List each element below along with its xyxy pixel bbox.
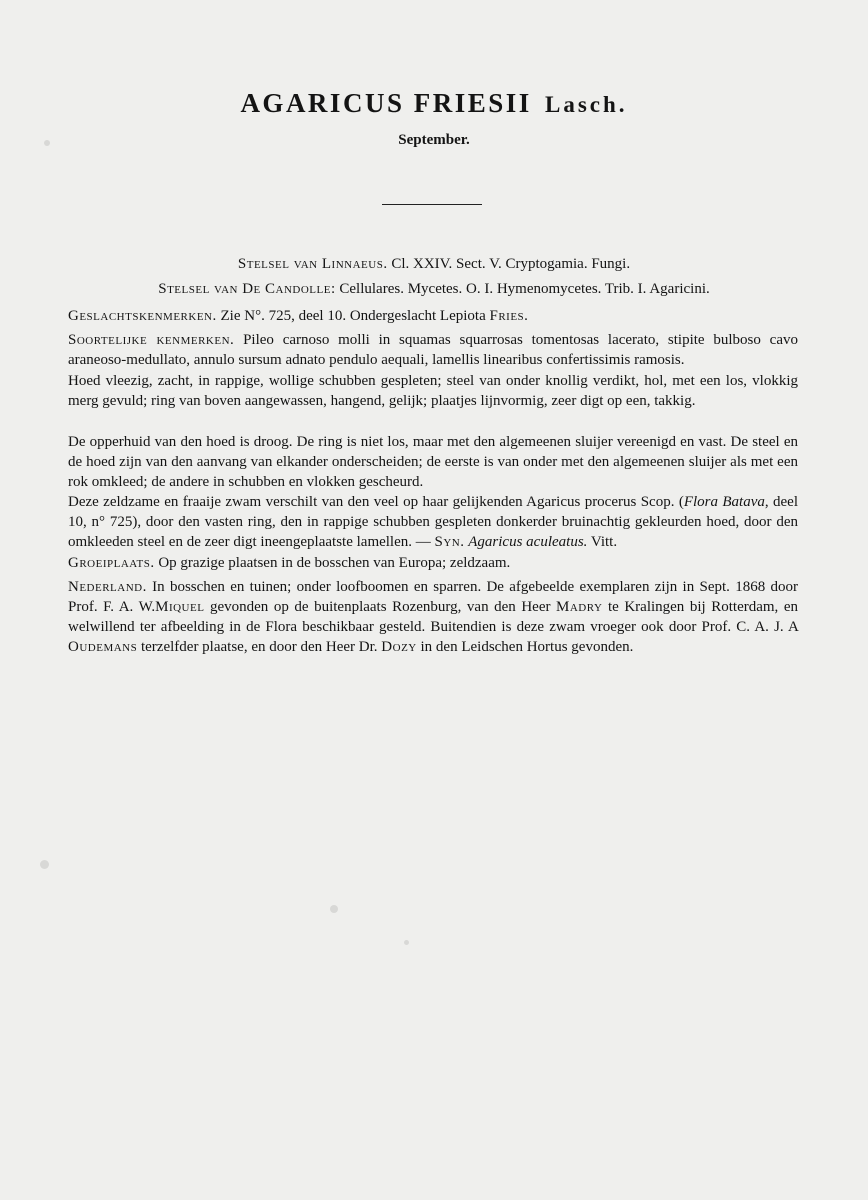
netherlands-paragraph <box>68 577 798 657</box>
habitat-text: Op grazige plaatsen in de bosschen van Europa; zeldzaam. <box>158 555 511 571</box>
genus-paragraph <box>68 306 798 326</box>
decandolle-label: Stelsel van De Candolle: <box>158 281 336 297</box>
species-dutch: Hoed vleezig, zacht, in rappige, wollige schubben gespleten; steel van onder knollig verdikt, hol, met een los, vlokkig merg gevuld; ring van boven aangewassen, hangend, gelijk; plaatjes lijnvormig, zeer digt op een, takkig. <box>68 373 798 409</box>
species-name: AGARICUS FRIESII <box>240 88 532 118</box>
linnaeus-label: Stelsel van Linnaeus. <box>237 256 388 272</box>
linnaeus-system <box>0 256 868 273</box>
habitat-label: Groeiplaats. <box>68 555 155 571</box>
species-paragraph <box>68 330 798 370</box>
netherlands-text-c: te Kralingen bij Rotterdam, en welwillend ter afbeelding in de Flora beschikbaar gesteld. Buitendien is deze zwam vroeger ook door Prof. C. A. J. A <box>68 599 798 635</box>
comparison-text-a: Deze zeldzame en fraaije zwam verschilt van den veel op haar gelijkenden Agaricus procerus Scop. ( <box>68 494 684 510</box>
month-label: September. <box>398 132 470 148</box>
paper-speck <box>330 905 338 913</box>
species-label: Soortelijke kenmerken. <box>68 332 235 348</box>
netherlands-text-e: in den Leidschen Hortus gevonden. <box>420 639 634 655</box>
habitat-paragraph <box>68 553 798 573</box>
synonym-label: Syn. <box>434 534 465 550</box>
decandolle-text: Cellulares. Mycetes. O. I. Hymenomycetes. Trib. I. Agaricini. <box>339 281 710 297</box>
netherlands-text-b: gevonden op de buitenplaats Rozenburg, van den Heer <box>209 599 551 615</box>
name-madry: Madry <box>556 599 603 615</box>
flora-reference: Flora Batava <box>683 494 765 510</box>
netherlands-label: Nederland. <box>68 579 147 595</box>
genus-author: Fries. <box>489 308 529 324</box>
genus-text: Zie N°. 725, deel 10. Ondergeslacht Lepiota <box>220 308 486 324</box>
species-author: Lasch. <box>545 92 628 117</box>
page-title <box>0 88 868 119</box>
decandolle-system <box>0 281 868 298</box>
paper-speck <box>404 940 409 945</box>
paper-speck <box>40 860 49 869</box>
synonym-author: Vitt. <box>590 534 618 550</box>
comparison-paragraph <box>68 492 798 552</box>
description-paragraph: De opperhuid van den hoed is droog. De ring is niet los, maar met den algemeenen sluijer vereenigd en vast. De steel en de hoed zijn van den aanvang van elkander onderscheiden; de eerste is van onder met den algemeenen sluijer als met een rok omkleed; de andere in schubben en vlokken gescheurd. <box>68 434 798 490</box>
name-miquel: Miquel <box>155 599 205 615</box>
comparison-text-b: , deel 10, n° 725), door den vasten ring, den in rappige schubben gespleten donkerder bruinachtig gekleurden hoed, door den omkleeden steel en de zeer digt ineengeplaatste lamellen. — <box>68 494 799 550</box>
name-dozy: Dozy <box>381 639 417 655</box>
genus-label: Geslachtskenmerken. <box>68 308 217 324</box>
netherlands-text-d: terzelfder plaatse, en door den Heer Dr. <box>140 639 378 655</box>
synonym-name: Agaricus aculeatus. <box>468 534 588 550</box>
netherlands-text-a: In bosschen en tuinen; onder loofboomen en sparren. De afgebeelde exemplaren zijn in Sept. 1868 door Prof. F. A. W. <box>68 579 798 615</box>
title-divider <box>382 204 482 205</box>
name-oudemans: Oudemans <box>68 639 138 655</box>
linnaeus-text: Cl. XXIV. Sect. V. Cryptogamia. Fungi. <box>391 256 631 272</box>
species-latin: Pileo carnoso molli in squamas squarrosas tomentosas lacerato, stipite bulboso cavo araneoso-medullato, annulo sursum adnato pendulo aequali, lamellis linearibus confertissimis ramosis. <box>68 332 798 368</box>
